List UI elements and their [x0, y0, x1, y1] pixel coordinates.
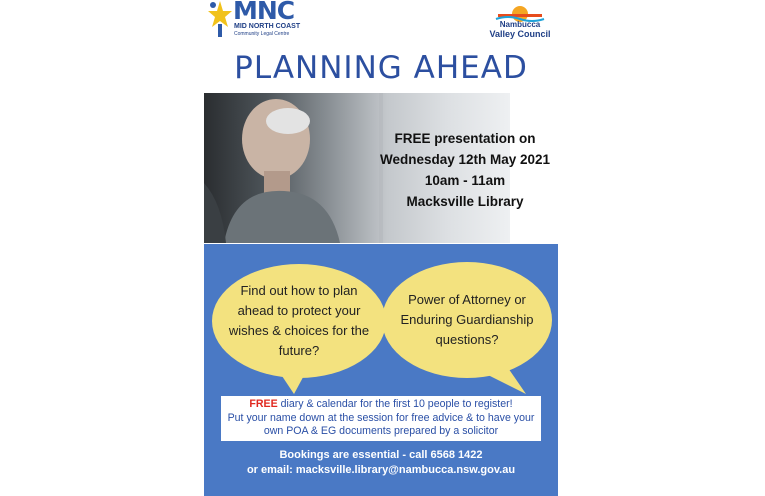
star-figure-icon: [208, 0, 232, 38]
notice-line1-text: diary & calendar for the first 10 people to register!: [277, 398, 513, 410]
nambucca-council-logo: [484, 2, 556, 44]
bubble-text-power-of-attorney: Power of Attorney or Enduring Guardianship questions?: [400, 292, 534, 347]
event-time: 10am - 11am: [424, 173, 506, 188]
event-free-presentation: FREE presentation on: [394, 131, 536, 146]
event-location: Macksville Library: [406, 194, 524, 209]
council-name-line1: Nambucca: [499, 20, 541, 29]
mnc-subtitle: Community Legal Centre: [234, 31, 290, 37]
poster-title: PLANNING AHEAD: [234, 50, 528, 86]
event-details: [372, 128, 558, 212]
speech-bubble-power-of-attorney: [382, 262, 552, 378]
notice-free-word: FREE: [249, 398, 278, 410]
mnc-letters: MNC: [233, 0, 295, 25]
booking-phone: Bookings are essential - call 6568 1422: [279, 449, 483, 461]
notice-line-1: [221, 398, 541, 412]
event-poster: [204, 0, 558, 496]
council-name-line2: Valley Council: [489, 29, 551, 39]
speech-bubble-plan-ahead: [212, 264, 386, 378]
bubble-text-plan-ahead: Find out how to plan ahead to protect your wishes & choices for the future?: [228, 283, 370, 358]
notice-line-2: Put your name down at the session for free advice & to have your own POA & EG documents prepared by a solicitor: [227, 411, 535, 437]
mnc-name: MID NORTH COAST: [234, 23, 301, 30]
booking-email: or email: macksville.library@nambucca.nsw.gov.au: [246, 464, 516, 476]
blue-panel: [204, 244, 558, 496]
sun-wave-icon: [484, 2, 556, 22]
event-date: Wednesday 12th May 2021: [379, 152, 551, 167]
free-diary-notice: [221, 396, 541, 441]
booking-info: [204, 448, 558, 478]
mnc-logo: [208, 0, 318, 40]
